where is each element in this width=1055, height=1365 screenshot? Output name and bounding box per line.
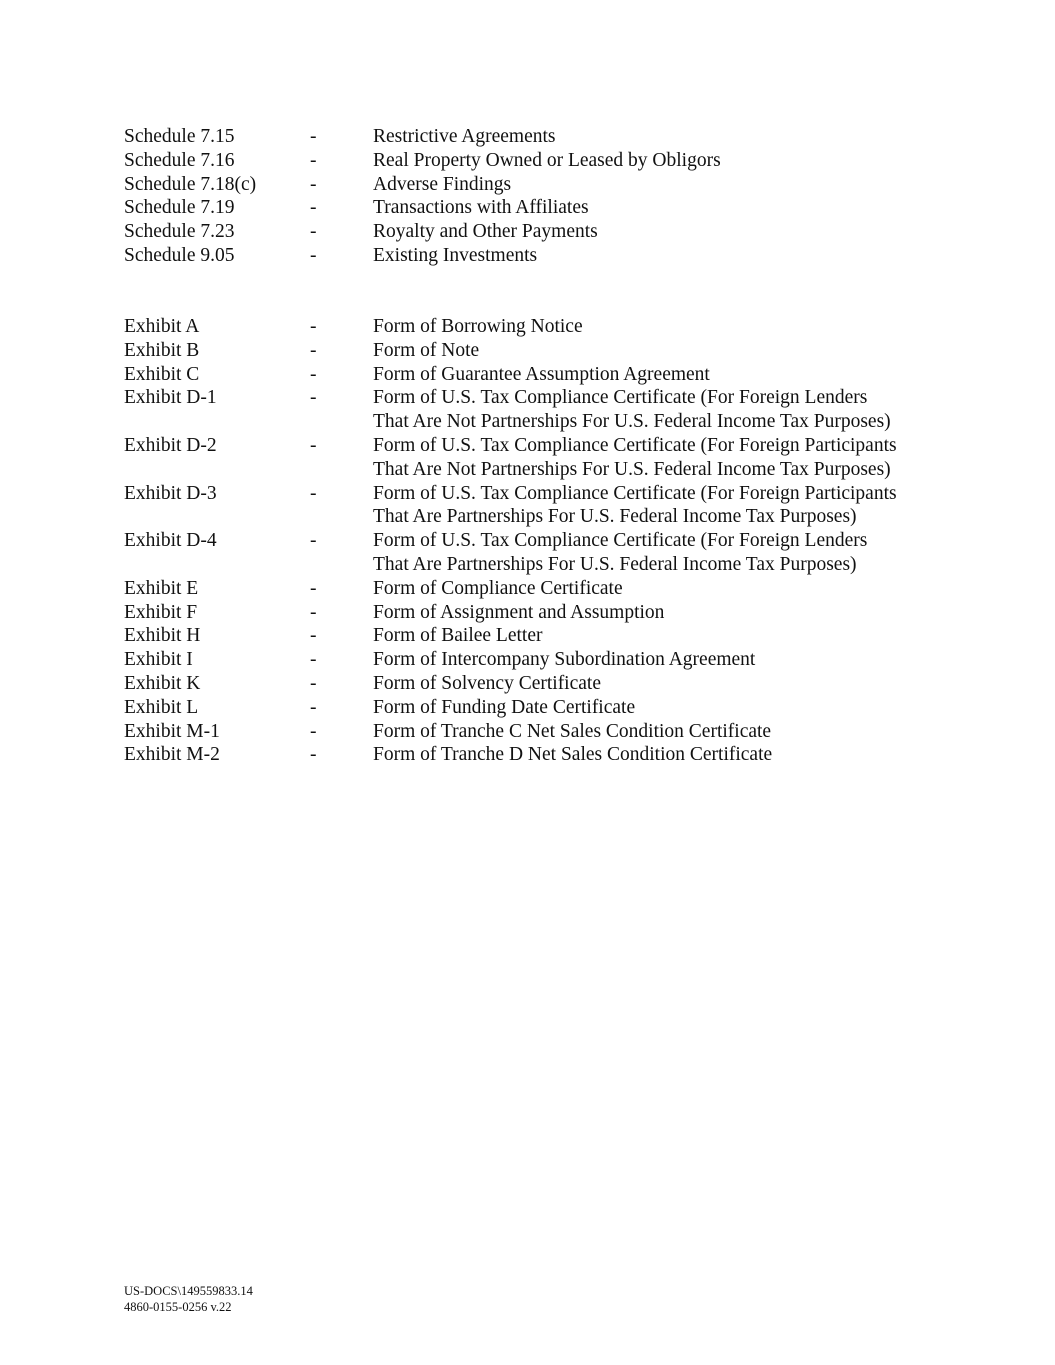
exhibit-entry <box>124 696 984 720</box>
entry-dash: - <box>310 339 317 361</box>
entry-description-line: Form of U.S. Tax Compliance Certificate (For Foreign Participants <box>373 482 897 504</box>
document-footer <box>124 1284 253 1315</box>
exhibit-entry <box>124 315 984 339</box>
entry-description <box>373 244 984 268</box>
entry-description <box>373 149 984 173</box>
schedule-entry <box>124 196 984 220</box>
entry-description-line: Adverse Findings <box>373 173 512 195</box>
entry-label: Exhibit D-3 <box>124 482 217 504</box>
entry-dash: - <box>310 577 317 599</box>
entry-description-line: Form of U.S. Tax Compliance Certificate (For Foreign Lenders <box>373 387 868 409</box>
entry-label: Schedule 9.05 <box>124 244 235 266</box>
schedule-entry <box>124 220 984 244</box>
entry-description <box>373 339 984 363</box>
exhibit-entry <box>124 648 984 672</box>
entry-description <box>373 624 984 648</box>
entry-dash: - <box>310 720 317 742</box>
exhibits-list <box>124 315 984 767</box>
entry-label: Exhibit F <box>124 601 198 623</box>
entry-description-line: Form of Guarantee Assumption Agreement <box>373 363 710 385</box>
entry-description-line: Form of Bailee Letter <box>373 625 543 647</box>
entry-description-line: Royalty and Other Payments <box>373 221 598 243</box>
entry-description <box>373 601 984 625</box>
entry-dash: - <box>310 244 317 266</box>
entry-label: Exhibit D-4 <box>124 530 217 552</box>
entry-description <box>373 529 984 577</box>
exhibit-entry <box>124 482 984 530</box>
entry-dash: - <box>310 434 317 456</box>
entry-description-line: Form of U.S. Tax Compliance Certificate (For Foreign Participants <box>373 434 897 456</box>
entry-dash: - <box>310 126 317 147</box>
exhibit-entry <box>124 363 984 387</box>
entry-description <box>373 125 984 149</box>
entry-description <box>373 720 984 744</box>
entry-label: Schedule 7.18(c) <box>124 173 257 195</box>
entry-description-line: Form of Borrowing Notice <box>373 316 583 337</box>
exhibit-entry <box>124 743 984 767</box>
entry-description-line: Form of Note <box>373 339 480 361</box>
entry-description-line: Form of Funding Date Certificate <box>373 696 636 718</box>
entry-dash: - <box>310 625 317 647</box>
entry-dash: - <box>310 696 317 718</box>
exhibit-entry <box>124 339 984 363</box>
entry-dash: - <box>310 149 317 171</box>
schedule-entry <box>124 125 984 149</box>
entry-dash: - <box>310 221 317 243</box>
entry-label: Exhibit K <box>124 672 201 694</box>
entry-description-line: Real Property Owned or Leased by Obligors <box>373 149 721 171</box>
entry-description-line: Form of Solvency Certificate <box>373 672 601 694</box>
entry-label: Exhibit M-1 <box>124 720 220 742</box>
exhibit-entry <box>124 577 984 601</box>
entry-label: Exhibit E <box>124 577 199 599</box>
entry-label: Schedule 7.23 <box>124 221 235 243</box>
entry-label: Exhibit B <box>124 339 200 361</box>
entry-description <box>373 648 984 672</box>
exhibit-entry <box>124 434 984 482</box>
entry-label: Exhibit D-1 <box>124 387 217 409</box>
entry-description <box>373 672 984 696</box>
entry-description-line: Form of Intercompany Subordination Agreement <box>373 649 756 671</box>
entry-description <box>373 315 984 339</box>
entry-description <box>373 696 984 720</box>
schedules-list <box>124 125 984 268</box>
entry-description-line: Form of U.S. Tax Compliance Certificate (For Foreign Lenders <box>373 530 868 552</box>
entry-description-line: Transactions with Affiliates <box>373 197 589 219</box>
entry-description <box>373 386 984 434</box>
entry-dash: - <box>310 601 317 623</box>
entry-dash: - <box>310 482 317 504</box>
entry-description <box>373 434 984 482</box>
entry-description <box>373 173 984 197</box>
entry-dash: - <box>310 744 317 766</box>
exhibit-entry <box>124 601 984 625</box>
entry-label: Exhibit L <box>124 696 199 718</box>
exhibit-entry <box>124 720 984 744</box>
entry-dash: - <box>310 316 317 337</box>
schedule-entry <box>124 149 984 173</box>
entry-dash: - <box>310 363 317 385</box>
footer-doc-id: US-DOCS\149559833.14 <box>124 1284 253 1298</box>
entry-label: Exhibit I <box>124 649 193 671</box>
footer-version: 4860-0155-0256 v.22 <box>124 1299 232 1314</box>
entry-dash: - <box>310 387 317 409</box>
entry-description-line: That Are Not Partnerships For U.S. Federal Income Tax Purposes) <box>373 411 891 433</box>
entry-label: Exhibit A <box>124 316 200 337</box>
entry-description <box>373 196 984 220</box>
entry-dash: - <box>310 197 317 219</box>
schedule-entry <box>124 173 984 197</box>
entry-dash: - <box>310 530 317 552</box>
entry-description <box>373 482 984 530</box>
entry-description <box>373 577 984 601</box>
entry-description-line: That Are Partnerships For U.S. Federal Income Tax Purposes) <box>373 506 857 528</box>
entry-description <box>373 363 984 387</box>
entry-label: Schedule 7.16 <box>124 149 235 171</box>
entry-description-line: Existing Investments <box>373 244 538 266</box>
entry-label: Exhibit M-2 <box>124 744 220 766</box>
entry-label: Exhibit H <box>124 625 201 647</box>
entry-label: Exhibit C <box>124 363 200 385</box>
exhibit-entry <box>124 624 984 648</box>
entry-description <box>373 743 984 767</box>
entry-description-line: Form of Tranche C Net Sales Condition Certificate <box>373 720 772 742</box>
schedule-entry <box>124 244 984 268</box>
entry-label: Exhibit D-2 <box>124 434 217 456</box>
entry-description-line: Form of Assignment and Assumption <box>373 601 665 623</box>
entry-dash: - <box>310 672 317 694</box>
entry-description-line: That Are Partnerships For U.S. Federal Income Tax Purposes) <box>373 553 857 575</box>
entry-description-line: Form of Tranche D Net Sales Condition Certificate <box>373 744 773 766</box>
entry-description-line: Restrictive Agreements <box>373 126 556 147</box>
entry-dash: - <box>310 649 317 671</box>
exhibit-entry <box>124 386 984 434</box>
entry-dash: - <box>310 173 317 195</box>
exhibit-entry <box>124 529 984 577</box>
entry-description-line: Form of Compliance Certificate <box>373 577 623 599</box>
exhibit-entry <box>124 672 984 696</box>
entry-label: Schedule 7.15 <box>124 126 235 147</box>
entry-description <box>373 220 984 244</box>
entry-label: Schedule 7.19 <box>124 197 235 219</box>
entry-description-line: That Are Not Partnerships For U.S. Federal Income Tax Purposes) <box>373 458 891 480</box>
